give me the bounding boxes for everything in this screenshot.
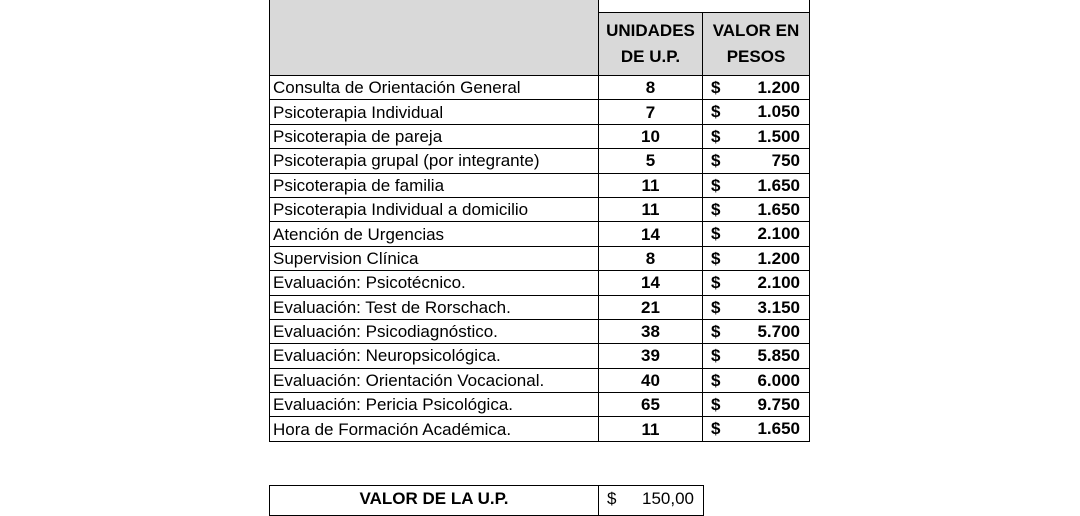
service-value-cell bbox=[703, 173, 810, 197]
service-description: Hora de Formación Académica. bbox=[270, 417, 599, 441]
service-value: 2.100 bbox=[757, 224, 800, 244]
service-description: Psicoterapia Individual a domicilio bbox=[270, 197, 599, 221]
service-value-cell bbox=[703, 246, 810, 270]
service-value: 1.200 bbox=[757, 78, 800, 97]
service-value: 1.050 bbox=[757, 102, 800, 122]
service-units: 11 bbox=[599, 417, 703, 441]
service-value: 1.500 bbox=[757, 126, 800, 146]
currency-symbol: $ bbox=[711, 175, 721, 195]
currency-symbol: $ bbox=[711, 321, 721, 341]
service-description: Evaluación: Test de Rorschach. bbox=[270, 295, 599, 319]
service-value: 1.650 bbox=[757, 175, 800, 195]
table-row bbox=[270, 246, 810, 270]
table-row bbox=[270, 368, 810, 392]
service-units: 8 bbox=[599, 76, 703, 100]
table-row bbox=[270, 271, 810, 295]
service-description: Evaluación: Psicotécnico. bbox=[270, 271, 599, 295]
service-units: 8 bbox=[599, 246, 703, 270]
currency-symbol: $ bbox=[711, 224, 721, 244]
service-value-cell bbox=[703, 393, 810, 417]
fee-table-body bbox=[270, 76, 810, 442]
table-row bbox=[270, 197, 810, 221]
service-description: Supervision Clínica bbox=[270, 246, 599, 270]
service-units: 38 bbox=[599, 319, 703, 343]
service-value-cell bbox=[703, 100, 810, 124]
service-units: 5 bbox=[599, 149, 703, 173]
service-description: Evaluación: Pericia Psicológica. bbox=[270, 393, 599, 417]
up-value-amount: 150,00 bbox=[642, 489, 694, 508]
currency-symbol: $ bbox=[711, 248, 721, 268]
service-value: 1.650 bbox=[757, 419, 800, 439]
service-value: 1.200 bbox=[757, 248, 800, 268]
table-row bbox=[270, 295, 810, 319]
fee-table bbox=[269, 0, 810, 442]
service-value: 6.000 bbox=[757, 370, 800, 390]
service-value-cell bbox=[703, 417, 810, 441]
table-row bbox=[270, 393, 810, 417]
currency-symbol: $ bbox=[711, 273, 721, 293]
table-title-cell bbox=[270, 0, 599, 76]
units-header-line-1: UNIDADES bbox=[606, 21, 695, 40]
service-description: Psicoterapia grupal (por integrante) bbox=[270, 149, 599, 173]
up-value-table bbox=[269, 485, 704, 516]
units-column-header bbox=[599, 13, 703, 76]
service-description: Evaluación: Psicodiagnóstico. bbox=[270, 319, 599, 343]
table-row bbox=[270, 417, 810, 441]
service-value-cell bbox=[703, 76, 810, 100]
service-value-cell bbox=[703, 197, 810, 221]
service-value: 3.150 bbox=[757, 297, 800, 317]
service-value-cell bbox=[703, 368, 810, 392]
service-value-cell bbox=[703, 295, 810, 319]
service-value: 5.850 bbox=[757, 346, 800, 366]
service-description: Evaluación: Neuropsicológica. bbox=[270, 344, 599, 368]
service-value-cell bbox=[703, 271, 810, 295]
table-row bbox=[270, 344, 810, 368]
table-row bbox=[270, 76, 810, 100]
service-value-cell bbox=[703, 319, 810, 343]
currency-symbol: $ bbox=[711, 395, 721, 415]
service-units: 21 bbox=[599, 295, 703, 319]
service-value-cell bbox=[703, 124, 810, 148]
service-value-cell bbox=[703, 344, 810, 368]
service-units: 14 bbox=[599, 222, 703, 246]
header-empty-cell bbox=[599, 0, 810, 13]
units-header-line-2: DE U.P. bbox=[620, 47, 681, 66]
service-description: Psicoterapia de familia bbox=[270, 173, 599, 197]
service-units: 10 bbox=[599, 124, 703, 148]
service-description: Consulta de Orientación General bbox=[270, 76, 599, 100]
currency-symbol: $ bbox=[711, 297, 721, 317]
currency-symbol: $ bbox=[711, 78, 721, 97]
value-column-header bbox=[703, 13, 810, 76]
service-value: 9.750 bbox=[757, 395, 800, 415]
currency-symbol: $ bbox=[711, 346, 721, 366]
service-units: 14 bbox=[599, 271, 703, 295]
table-row bbox=[270, 173, 810, 197]
service-value: 5.700 bbox=[757, 321, 800, 341]
up-value-label: VALOR DE LA U.P. bbox=[270, 486, 599, 516]
currency-symbol: $ bbox=[711, 102, 721, 122]
service-value: 1.650 bbox=[757, 199, 800, 219]
service-units: 7 bbox=[599, 100, 703, 124]
service-value-cell bbox=[703, 149, 810, 173]
header-row-top bbox=[270, 0, 810, 13]
table-row bbox=[270, 149, 810, 173]
service-description: Psicoterapia de pareja bbox=[270, 124, 599, 148]
service-units: 11 bbox=[599, 173, 703, 197]
table-row bbox=[270, 100, 810, 124]
value-header-line-2: PESOS bbox=[726, 47, 786, 66]
currency-symbol: $ bbox=[711, 370, 721, 390]
table-row bbox=[270, 319, 810, 343]
service-value: 750 bbox=[771, 151, 800, 171]
up-value-row bbox=[270, 486, 704, 516]
up-currency-symbol: $ bbox=[607, 489, 617, 508]
table-row bbox=[270, 222, 810, 246]
service-description: Evaluación: Orientación Vocacional. bbox=[270, 368, 599, 392]
up-value-amount-cell bbox=[599, 486, 704, 516]
service-units: 11 bbox=[599, 197, 703, 221]
service-value-cell bbox=[703, 222, 810, 246]
service-value: 2.100 bbox=[757, 273, 800, 293]
service-units: 40 bbox=[599, 368, 703, 392]
table-row bbox=[270, 124, 810, 148]
service-description: Psicoterapia Individual bbox=[270, 100, 599, 124]
service-units: 65 bbox=[599, 393, 703, 417]
service-description: Atención de Urgencias bbox=[270, 222, 599, 246]
currency-symbol: $ bbox=[711, 419, 721, 439]
currency-symbol: $ bbox=[711, 126, 721, 146]
currency-symbol: $ bbox=[711, 151, 721, 171]
currency-symbol: $ bbox=[711, 199, 721, 219]
service-units: 39 bbox=[599, 344, 703, 368]
value-header-line-1: VALOR EN bbox=[712, 21, 800, 40]
